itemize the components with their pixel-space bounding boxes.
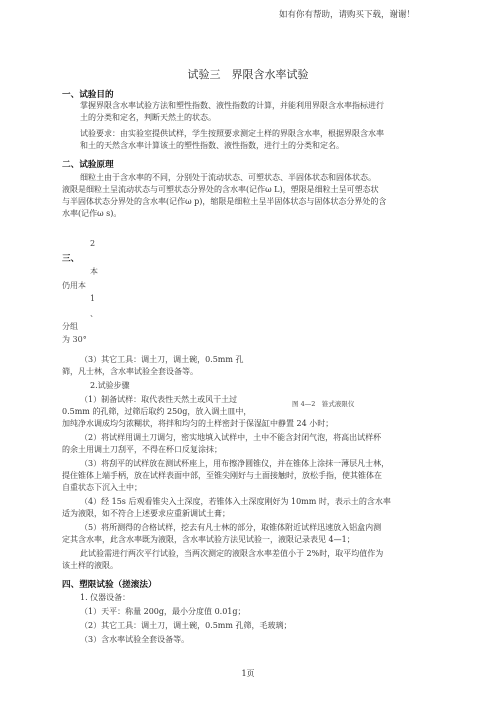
paragraph-line: 筛，凡士林，含水率试验全套设备等。 [62,367,198,376]
paragraph-line: （3）含水率试验全套设备等。 [80,635,190,644]
paragraph-line: 的余土用调土刀刮平，不得在杯口反复涂抹； [62,445,222,454]
section-heading-plastic-limit: 四、塑限试验（搓滚法） [62,580,157,590]
paragraph-line: 提住锥体上端手柄，放在试样表面中部，至锥尖刚好与土面接触时，放松手指，使其锥体在 [62,471,382,480]
paragraph-line: 与半固体状态分界处的含水率(记作ω p)，缩限是细粒土呈半固体状态与固体状态分界处的含 [62,197,387,206]
paragraph-line: 和土的天然含水率计算该土的塑性指数、液性指数，进行土的分类和定名。 [80,141,344,150]
page-header: 如有你有帮助，请购买下载，谢谢！ [279,10,416,20]
paragraph-line: 1. 仪器设备： [80,593,131,602]
section-heading-purpose: 一、试验目的 [62,90,114,100]
figure-caption: 图 4—2 锥式液限仪 [292,400,355,408]
section-heading-principle: 二、试验原理 [62,160,114,170]
subheading-steps: 2.试验步骤 [90,381,130,390]
paragraph-line: 水率(记作ω s)。 [62,209,122,218]
paragraph-line: 此试验需进行两次平行试验，当两次测定的液限含水率差值小于 2%时，取平均值作为 [80,549,384,558]
text-fragment: 仍用本 [62,281,86,290]
paragraph-line: 细粒土由于含水率的不同，分别处于流动状态、可塑状态、半固体状态和固体状态。 [80,173,376,182]
paragraph-line: （2）其它工具：调土刀，调土碗，0.5mm 孔筛，毛玻璃； [80,621,292,630]
paragraph-line: （3）将刮平的试样放在测试杯座上，用布擦净圆锥仪，并在锥体上涂抹一薄层凡士林， [80,459,390,468]
paragraph-line: 定其含水率，此含水率既为液限，含水率试验方法见试验一，液限记录表见 4—1； [62,535,355,544]
paragraph-line: 该土样的液限。 [62,561,118,570]
paragraph-line: 0.5mm 的孔筛，过筛后取约 250g，放入调土皿中， [62,407,252,416]
paragraph-line: 适为液限，如不符合上述要求应重新调试土膏； [62,509,230,518]
paragraph-line: （1）天平：称量 200g，最小分度值 0.01g； [80,607,246,616]
text-fragment: 本 [90,267,98,276]
paragraph-line: （1）制备试样：取代表性天然土或风干土过 [80,395,238,404]
paragraph-line: 试验要求：由实验室提供试样，学生按照要求测定土样的界限含水率，根据界限含水率 [80,129,384,138]
page-number: 1页 [241,669,255,678]
text-fragment: 分组 [62,322,78,331]
document-title: 试验三 界限含水率试验 [187,68,309,81]
figure-cone-liquid-limit-device [268,295,363,395]
paragraph-line: 土的分类和定名，判断天然土的状态。 [80,113,216,122]
paragraph-line: 加纯净水调成均匀浓糊状，将拌和均匀的土样密封于保湿缸中静置 24 小时； [62,419,334,428]
text-fragment: 1 [90,294,96,303]
text-fragment: 2 [90,239,96,248]
paragraph-line: 液限是细粒土呈流动状态与可塑状态分界处的含水率(记作ω L)，塑限是细粒土呈可塑态状 [62,185,379,194]
paragraph-line: 自重状态下沉入土中； [62,483,142,492]
paragraph-line: （2）将试样用调土刀调匀，密实地填入试样中，土中不能含封闭气泡，将高出试样杯 [80,433,382,442]
text-fragment: 、 [90,309,98,318]
paragraph-line: 掌握界限含水率试验方法和塑性指数、液性指数的计算，并能利用界限含水率指标进行 [80,101,384,110]
paragraph-line: （3）其它工具：调土刀，调土碗，0.5mm 孔 [80,355,244,364]
paragraph-line: （5）将所测得的合格试样，挖去有凡士林的部分，取锥体附近试样迅速放入铝盒内测 [80,523,382,532]
paragraph-line: （4）经 15s 后观看锥尖入土深度，若锥体入土深度刚好为 10mm 时，表示土的含水率 [80,497,391,506]
section-heading-liquid-limit: 三、 [62,254,80,264]
text-fragment: 为 30° [62,335,87,344]
